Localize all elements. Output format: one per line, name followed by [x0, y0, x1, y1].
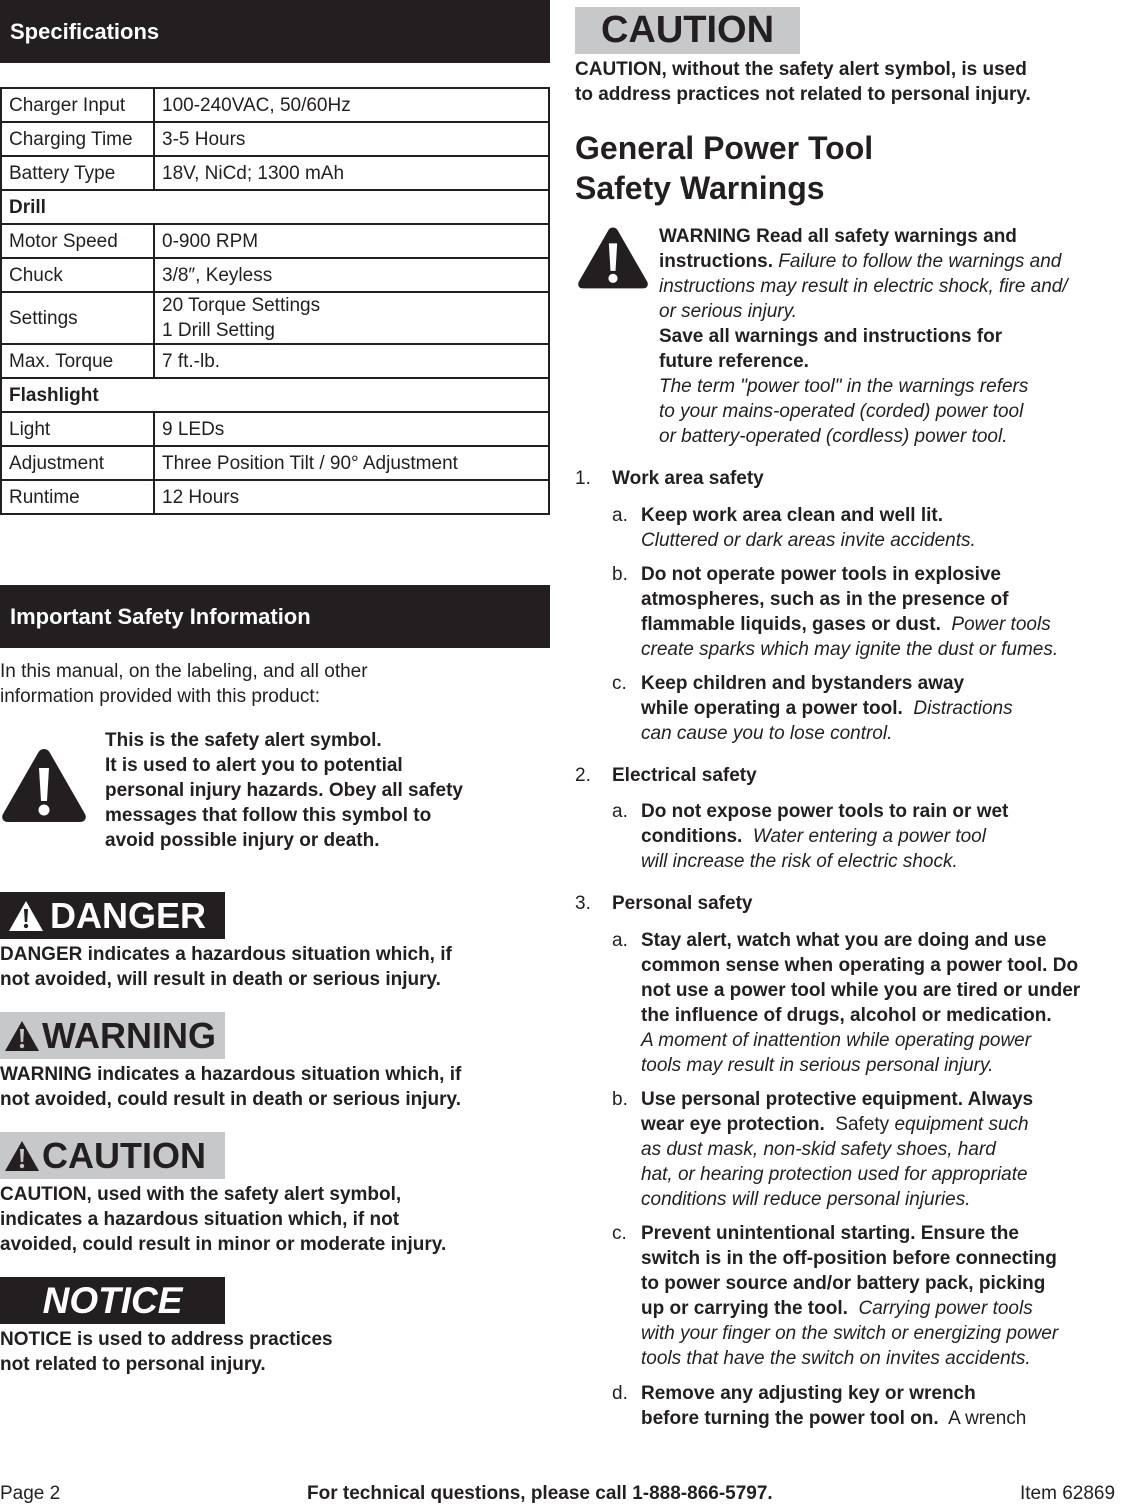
warning-description [0, 1062, 550, 1112]
spec-value: 7 ft.-lb. [154, 344, 549, 378]
intro-line: In this manual, on the labeling, and all other [0, 661, 368, 682]
table-row [1, 412, 549, 446]
item-line: switch is in the off-position before connecting [641, 1248, 1057, 1269]
item-line: as dust mask, non-skid safety shoes, hard [641, 1139, 996, 1160]
danger-description [0, 942, 550, 992]
warning-line: instructions. [659, 251, 774, 272]
specifications-header [0, 0, 550, 63]
spec-value: 18V, NiCd; 1300 mAh [154, 156, 549, 190]
item-letter: d. [612, 1383, 628, 1404]
section-title-electrical: Electrical safety [612, 765, 757, 786]
item-line: tools may result in serious personal injury. [641, 1055, 994, 1076]
section-number: 3. [575, 893, 591, 914]
caution-description [0, 1182, 550, 1257]
alert-line: It is used to alert you to potential [105, 755, 403, 776]
general-warning-block [659, 224, 1124, 449]
spec-value: 100-240VAC, 50/60Hz [154, 88, 549, 122]
footer-phone: For technical questions, please call 1-888-866-5797. [307, 1483, 773, 1504]
warning-badge [0, 1012, 225, 1059]
page-number: Page 2 [0, 1483, 61, 1504]
alert-triangle-icon [4, 1140, 40, 1172]
item-line: Water entering a power tool [752, 826, 986, 847]
safety-alert-symbol-icon [575, 225, 651, 290]
description-line: DANGER indicates a hazardous situation which, if [0, 944, 452, 965]
term-line: or battery-operated (cordless) power tool. [659, 426, 1008, 447]
description-line: CAUTION, without the safety alert symbol, is used [575, 59, 1027, 80]
section-title-personal: Personal safety [612, 893, 753, 914]
list-item [641, 503, 1124, 553]
term-line: to your mains-operated (corded) power tool [659, 401, 1024, 422]
spec-label: Adjustment [1, 446, 154, 480]
alert-line: messages that follow this symbol to [105, 805, 432, 826]
notice-description [0, 1327, 550, 1377]
safety-alert-description [105, 728, 545, 853]
spec-label: Runtime [1, 480, 154, 514]
table-row [1, 480, 549, 514]
item-line: to power source and/or battery pack, picking [641, 1273, 1046, 1294]
item-line: Keep children and bystanders away [641, 673, 965, 694]
spec-label: Charging Time [1, 122, 154, 156]
heading-line: Safety Warnings [575, 170, 825, 206]
item-line: Remove any adjusting key or wrench [641, 1383, 976, 1404]
spec-value: 3-5 Hours [154, 122, 549, 156]
table-section-row [1, 378, 549, 412]
spec-label: Charger Input [1, 88, 154, 122]
item-line: create sparks which may ignite the dust or fumes. [641, 639, 1059, 660]
description-line: not avoided, will result in death or serious injury. [0, 969, 441, 990]
item-line: hat, or hearing protection used for appropriate [641, 1164, 1028, 1185]
list-item [641, 799, 1124, 874]
item-line: Safety [835, 1114, 890, 1135]
item-letter: a. [612, 505, 628, 526]
table-row [1, 344, 549, 378]
footer-item-number: Item 62869 [1020, 1483, 1116, 1504]
section-number: 1. [575, 468, 591, 489]
item-line: can cause you to lose control. [641, 723, 893, 744]
term-line: The term "power tool" in the warnings refers [659, 376, 1029, 397]
list-item [641, 1221, 1124, 1371]
item-letter: b. [612, 1089, 628, 1110]
spec-value: 9 LEDs [154, 412, 549, 446]
description-line: indicates a hazardous situation which, if not [0, 1209, 400, 1230]
alert-line: personal injury hazards. Obey all safety [105, 780, 463, 801]
item-line: Keep work area clean and well lit. [641, 505, 944, 526]
spec-label: Battery Type [1, 156, 154, 190]
alert-line: This is the safety alert symbol. [105, 730, 382, 751]
item-line: Cluttered or dark areas invite accidents. [641, 530, 976, 551]
description-line: CAUTION, used with the safety alert symbol, [0, 1184, 402, 1205]
item-line: Use personal protective equipment. Always [641, 1089, 1034, 1110]
table-row [1, 156, 549, 190]
caution-badge [0, 1132, 225, 1179]
spec-value: 3/8″, Keyless [154, 258, 549, 292]
item-line: will increase the risk of electric shock. [641, 851, 958, 872]
description-line: NOTICE is used to address practices [0, 1329, 333, 1350]
spec-label: Light [1, 412, 154, 446]
list-item [641, 1087, 1124, 1212]
table-section-row [1, 190, 549, 224]
list-item [641, 1381, 1124, 1431]
alert-triangle-icon [8, 900, 44, 932]
table-row [1, 122, 549, 156]
item-line: conditions. [641, 826, 743, 847]
item-line: Do not expose power tools to rain or wet [641, 801, 1009, 822]
spec-value [154, 292, 549, 344]
list-item [641, 671, 1124, 746]
item-line: A moment of inattention while operating power [641, 1030, 1032, 1051]
item-line: Do not operate power tools in explosive [641, 564, 1001, 585]
caution-label: CAUTION [42, 1134, 206, 1176]
section-title-work-area: Work area safety [612, 468, 764, 489]
intro-line: information provided with this product: [0, 686, 320, 707]
item-line: flammable liquids, gases or dust. [641, 614, 941, 635]
item-line: Prevent unintentional starting. Ensure the [641, 1223, 1019, 1244]
spec-value-line: 1 Drill Setting [162, 320, 275, 341]
item-line: with your finger on the switch or energizing power [641, 1323, 1059, 1344]
notice-badge [0, 1277, 225, 1324]
safety-info-title: Important Safety Information [10, 603, 311, 629]
spec-label: Max. Torque [1, 344, 154, 378]
item-line: wear eye protection. [641, 1114, 825, 1135]
description-line: WARNING indicates a hazardous situation which, if [0, 1064, 462, 1085]
spec-label: Chuck [1, 258, 154, 292]
item-line: while operating a power tool. [641, 698, 903, 719]
table-row [1, 88, 549, 122]
specifications-table [0, 87, 550, 515]
item-line: before turning the power tool on. [641, 1408, 939, 1429]
warning-line: instructions may result in electric shock, fire and/ [659, 276, 1068, 297]
danger-label: DANGER [50, 894, 207, 936]
description-line: to address practices not related to personal injury. [575, 84, 1031, 105]
safety-alert-symbol-icon [0, 746, 88, 824]
item-line: up or carrying the tool. [641, 1298, 848, 1319]
caution-plain-description [575, 57, 1124, 107]
spec-section-drill: Drill [1, 190, 549, 224]
list-item [641, 562, 1124, 662]
item-line: the influence of drugs, alcohol or medication. [641, 1005, 1052, 1026]
spec-value: 12 Hours [154, 480, 549, 514]
item-line: conditions will reduce personal injuries. [641, 1189, 971, 1210]
spec-label: Settings [1, 292, 154, 344]
section-number: 2. [575, 765, 591, 786]
caution-plain-badge [575, 7, 800, 54]
specifications-title: Specifications [10, 18, 160, 44]
item-line: common sense when operating a power tool. Do [641, 955, 1079, 976]
caution-plain-label: CAUTION [600, 9, 775, 51]
warning-line: Failure to follow the warnings and [778, 251, 1062, 272]
spec-label: Motor Speed [1, 224, 154, 258]
safety-intro [0, 659, 550, 709]
description-line: not avoided, could result in death or serious injury. [0, 1089, 461, 1110]
table-row [1, 446, 549, 480]
table-row [1, 224, 549, 258]
item-letter: a. [612, 930, 628, 951]
item-line: atmospheres, such as in the presence of [641, 589, 1009, 610]
warning-line: or serious injury. [659, 301, 797, 322]
save-line: future reference. [659, 351, 809, 372]
spec-value: 0-900 RPM [154, 224, 549, 258]
item-line: Distractions [913, 698, 1013, 719]
spec-value: Three Position Tilt / 90° Adjustment [154, 446, 549, 480]
description-line: not related to personal injury. [0, 1354, 266, 1375]
warning-line: WARNING Read all safety warnings and [659, 226, 1017, 247]
item-letter: c. [612, 1223, 627, 1244]
item-line: equipment such [894, 1114, 1029, 1135]
heading-line: General Power Tool [575, 130, 874, 166]
table-row [1, 258, 549, 292]
item-line: not use a power tool while you are tired or under [641, 980, 1081, 1001]
description-line: avoided, could result in minor or moderate injury. [0, 1234, 447, 1255]
safety-info-header [0, 585, 550, 648]
item-letter: c. [612, 673, 627, 694]
spec-section-flashlight: Flashlight [1, 378, 549, 412]
item-line: Stay alert, watch what you are doing and use [641, 930, 1047, 951]
table-row [1, 292, 549, 344]
alert-triangle-icon [4, 1020, 40, 1052]
item-letter: b. [612, 564, 628, 585]
notice-label: NOTICE [42, 1279, 183, 1321]
general-safety-heading [575, 128, 1124, 208]
item-letter: a. [612, 801, 628, 822]
item-line: Power tools [951, 614, 1051, 635]
spec-value-line: 20 Torque Settings [162, 295, 321, 316]
item-line: A wrench [948, 1408, 1027, 1429]
save-line: Save all warnings and instructions for [659, 326, 1003, 347]
warning-label: WARNING [42, 1014, 216, 1056]
item-line: Carrying power tools [858, 1298, 1033, 1319]
list-item [641, 928, 1124, 1078]
alert-line: avoid possible injury or death. [105, 830, 380, 851]
danger-badge [0, 892, 225, 939]
item-line: tools that have the switch on invites accidents. [641, 1348, 1031, 1369]
